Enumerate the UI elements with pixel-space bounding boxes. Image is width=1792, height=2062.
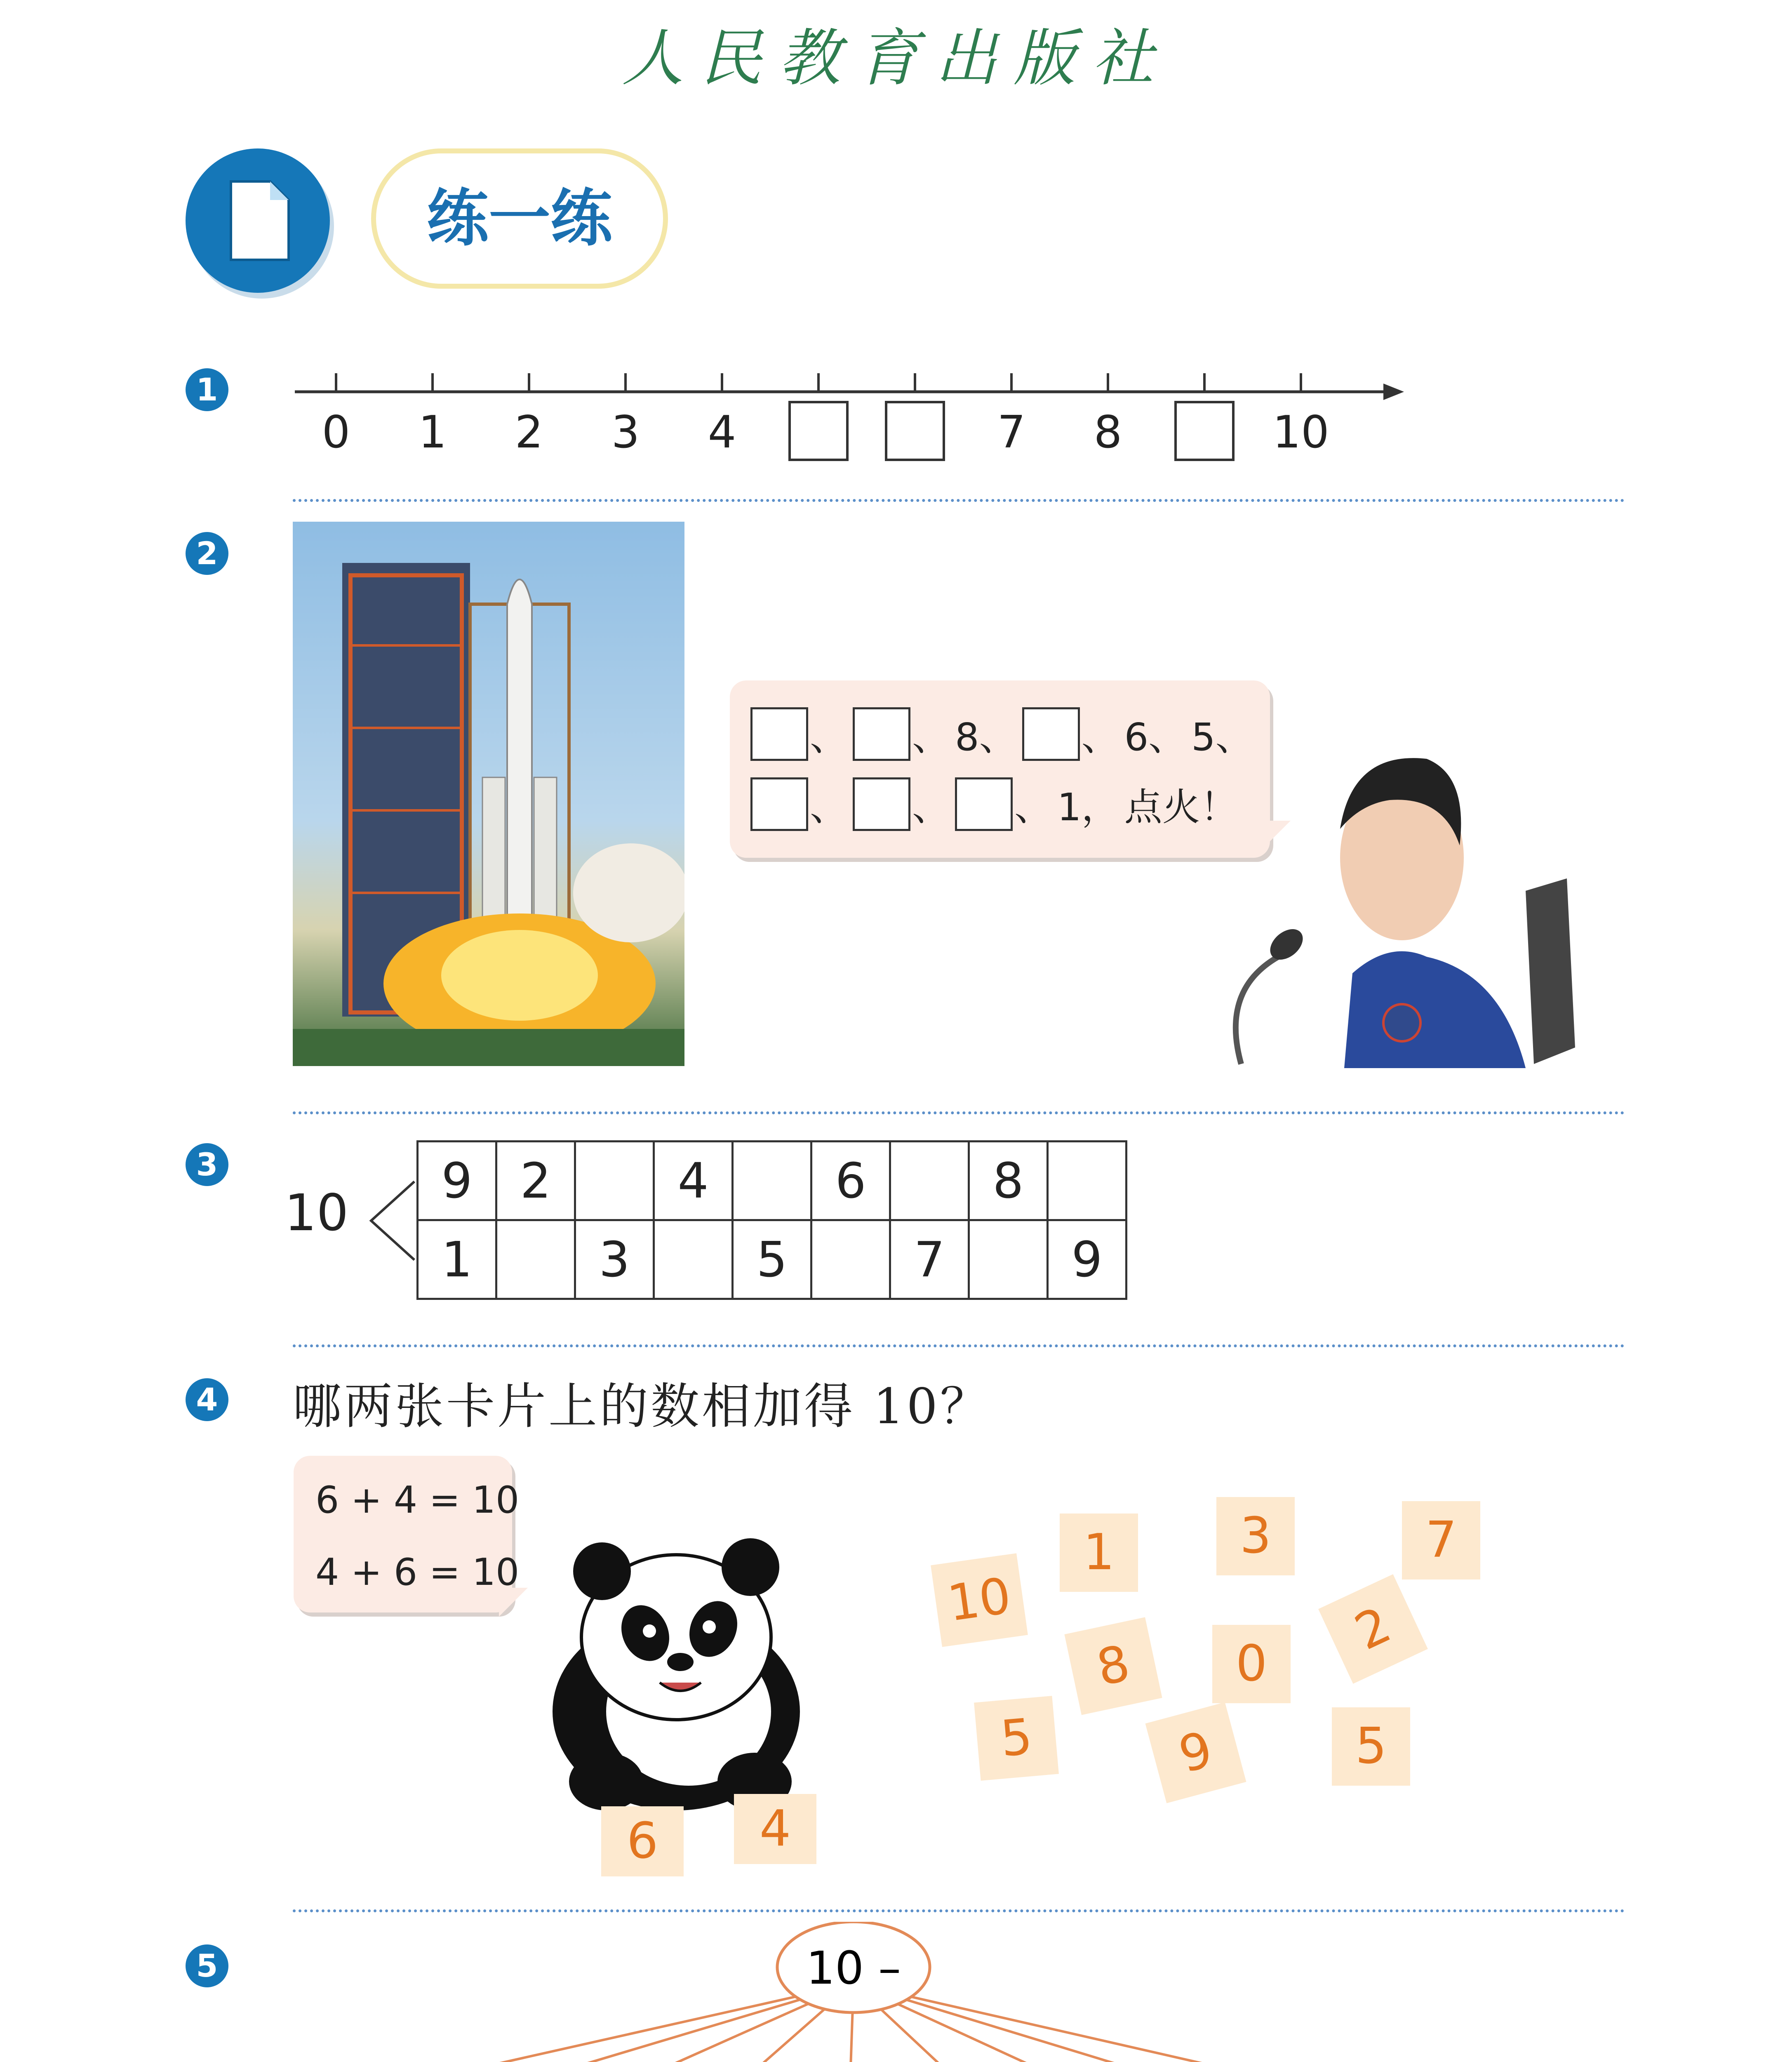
decomposition-cell: 7: [890, 1220, 969, 1299]
countdown-separator: 、: [1081, 715, 1119, 759]
question-badge-5: 5: [186, 1944, 228, 1987]
countdown-answer-box[interactable]: [750, 707, 808, 761]
decomposition-empty-cell[interactable]: [811, 1220, 890, 1299]
countdown-separator: 、: [912, 715, 950, 759]
decomposition-empty-cell[interactable]: [496, 1220, 575, 1299]
decomposition-cell: 8: [969, 1142, 1048, 1220]
decomposition-cell: 3: [575, 1220, 654, 1299]
question-badge-2: 2: [186, 532, 228, 575]
countdown-answer-box[interactable]: [853, 707, 910, 761]
question-4-text: 哪两张卡片上的数相加得 10？: [293, 1378, 991, 1435]
decomposition-empty-cell[interactable]: [733, 1142, 811, 1220]
decomposition-empty-cell[interactable]: [575, 1142, 654, 1220]
divider-1: [293, 499, 1625, 502]
decomposition-cell: 6: [811, 1142, 890, 1220]
countdown-line-2: [750, 773, 1243, 835]
countdown-answer-box[interactable]: [1022, 707, 1080, 761]
section-title: 练一练: [426, 183, 612, 254]
decomposition-empty-cell[interactable]: [890, 1142, 969, 1220]
number-card[interactable]: 7: [1402, 1501, 1480, 1579]
number-line-label: 10: [1272, 407, 1329, 458]
number-card[interactable]: 5: [1332, 1707, 1410, 1786]
divider-4: [293, 1909, 1625, 1912]
divider-3: [293, 1344, 1625, 1347]
number-line-label: 8: [1094, 407, 1122, 458]
tree-branch: [322, 1984, 854, 2062]
tree-root-label: 10 –: [806, 1942, 901, 1994]
number-line-label: 4: [708, 407, 736, 458]
countdown-answer-box[interactable]: [853, 777, 910, 831]
number-line-answer-box[interactable]: [790, 402, 847, 460]
panda-ear-left: [573, 1542, 631, 1600]
rocket-photo: [293, 522, 684, 1066]
panda-card-left: 6: [601, 1806, 684, 1876]
number-card[interactable]: 10: [931, 1553, 1028, 1647]
example-equation-2: 4 + 6 = 10: [315, 1551, 520, 1594]
question-badge-4: 4: [186, 1378, 228, 1421]
question-badge-1: 1: [186, 368, 228, 411]
number-line-answer-box[interactable]: [886, 402, 944, 460]
decomposition-cell: 9: [1048, 1220, 1126, 1299]
subtraction-tree: [268, 1922, 1505, 2062]
decomposition-cell: 5: [733, 1220, 811, 1299]
page-glyph-icon: [186, 148, 330, 293]
countdown-separator: 6、: [1124, 715, 1187, 759]
number-line-label: 2: [515, 407, 543, 458]
number-line-label: 1: [418, 407, 447, 458]
publisher-header: 人民教育出版社: [621, 23, 1170, 94]
question-badge-3: 3: [186, 1143, 228, 1186]
astronaut-uniform: [1344, 951, 1526, 1068]
decomposition-cell: 4: [654, 1142, 733, 1220]
panda-illustration: [532, 1518, 829, 1823]
countdown-separator: 、: [810, 785, 848, 829]
decomposition-cell: 1: [418, 1220, 496, 1299]
countdown-separator: 、: [810, 715, 848, 759]
decomposition-total: 10: [285, 1184, 349, 1242]
countdown-separator: 5、: [1191, 715, 1253, 759]
countdown-answer-box[interactable]: [955, 777, 1013, 831]
divider-2: [293, 1111, 1625, 1114]
example-equation-1: 6 + 4 = 10: [315, 1478, 520, 1522]
number-line-label: 7: [997, 407, 1026, 458]
number-card[interactable]: 8: [1064, 1617, 1162, 1715]
number-line: [295, 363, 1408, 466]
number-line-arrow-icon: [1383, 384, 1404, 400]
number-card[interactable]: 1: [1060, 1514, 1138, 1592]
number-card[interactable]: 0: [1212, 1625, 1291, 1703]
countdown-separator: 8、: [955, 715, 1017, 759]
countdown-separator: 、: [1014, 785, 1053, 829]
decomposition-empty-cell[interactable]: [1048, 1142, 1126, 1220]
number-line-label: 3: [611, 407, 640, 458]
countdown-answer-box[interactable]: [750, 777, 808, 831]
panda-card-right: 4: [734, 1794, 816, 1864]
decomposition-cell: 2: [496, 1142, 575, 1220]
panda-ear-right: [722, 1538, 779, 1596]
astronaut-illustration: [1196, 726, 1608, 1072]
section-title-pill: [371, 148, 668, 289]
number-card[interactable]: 3: [1216, 1497, 1295, 1575]
countdown-separator: 、: [912, 785, 950, 829]
tree-branch: [854, 1984, 1377, 2062]
split-bracket-icon: [365, 1177, 419, 1264]
microphone-stand: [1236, 957, 1278, 1064]
number-card[interactable]: 2: [1318, 1574, 1428, 1684]
decomposition-cell: 9: [418, 1142, 496, 1220]
number-line-answer-box[interactable]: [1176, 402, 1233, 460]
table-row-top: [418, 1142, 1126, 1220]
number-line-label: 0: [322, 407, 350, 458]
number-card[interactable]: 5: [974, 1696, 1059, 1781]
rocket-illustration: [293, 522, 684, 1066]
number-card[interactable]: 9: [1145, 1702, 1246, 1803]
document-icon: [186, 148, 330, 293]
chair-back: [1526, 878, 1575, 1064]
decomposition-empty-cell[interactable]: [969, 1220, 1048, 1299]
rocket-body: [507, 579, 532, 926]
countdown-separator: 点火！: [1124, 785, 1238, 829]
countdown-line-1: [750, 703, 1258, 765]
table-row-bottom: [418, 1220, 1126, 1299]
decomposition-table: [416, 1140, 1127, 1300]
number-line-svg: [295, 363, 1408, 466]
countdown-separator: 1，: [1057, 785, 1119, 829]
decomposition-empty-cell[interactable]: [654, 1220, 733, 1299]
